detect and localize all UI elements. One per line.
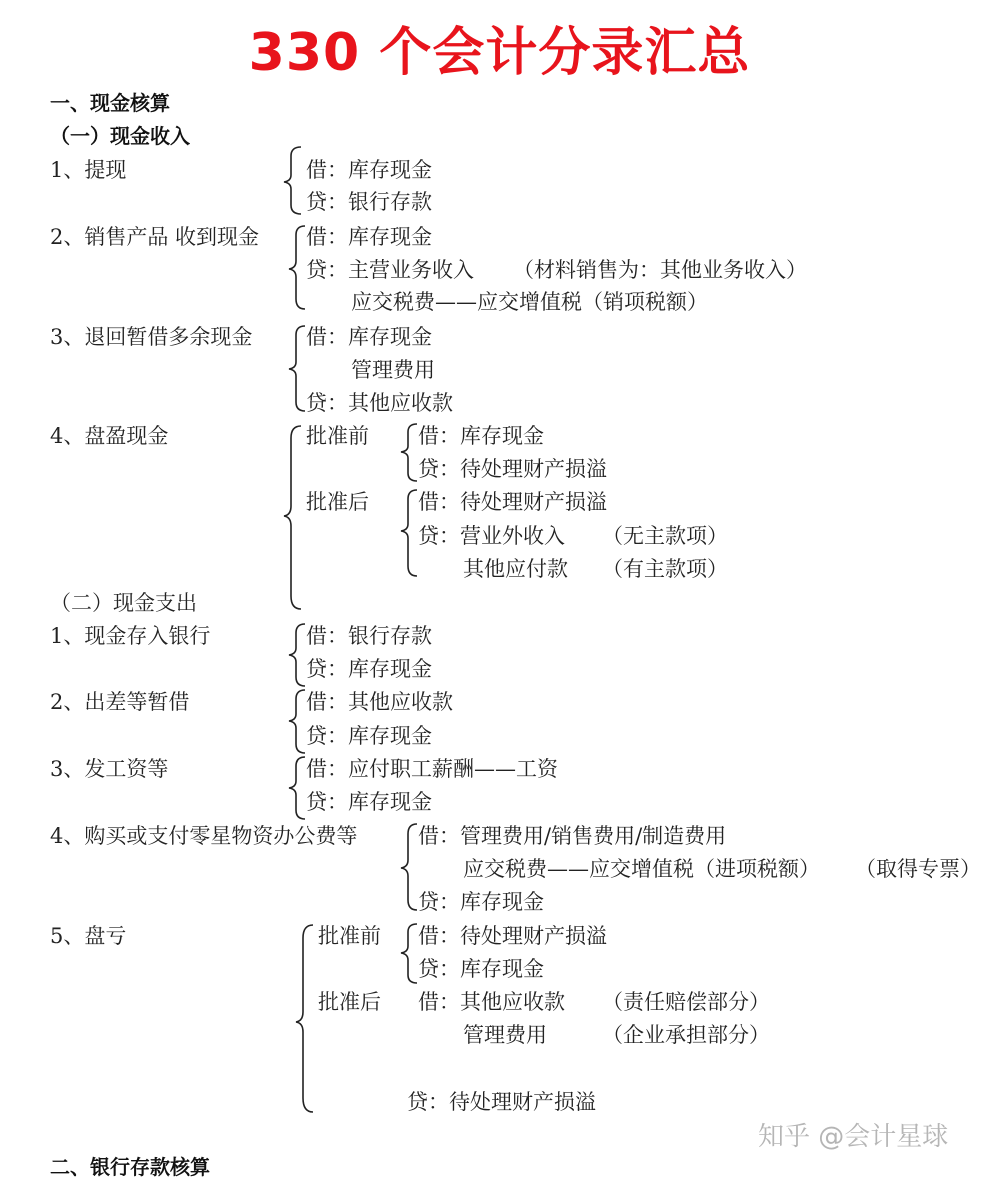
credit-line: 贷：库存现金 bbox=[306, 790, 432, 814]
subsection-heading-cash-income: （一）现金收入 bbox=[50, 124, 190, 148]
entry-label: 2、出差等暂借 bbox=[50, 690, 190, 714]
watermark: 知乎 @会计星球 bbox=[758, 1122, 949, 1152]
credit-line: 贷：营业外收入 bbox=[418, 524, 565, 548]
debit-line: 借：库存现金 bbox=[306, 158, 432, 182]
credit-line: 贷：主营业务收入 bbox=[306, 258, 474, 282]
debit-line: 借：其他应收款 bbox=[418, 990, 565, 1014]
approval-after-label: 批准后 bbox=[306, 490, 369, 514]
entry-label: 4、购买或支付零星物资办公费等 bbox=[50, 824, 358, 848]
entry-label: 1、现金存入银行 bbox=[50, 624, 211, 648]
debit-note: （责任赔偿部分） bbox=[602, 990, 770, 1014]
credit-note: （材料销售为：其他业务收入） bbox=[513, 258, 807, 282]
credit-line: 贷：银行存款 bbox=[306, 190, 432, 214]
credit-line: 贷：待处理财产损溢 bbox=[418, 457, 607, 481]
debit-line: 借：库存现金 bbox=[418, 424, 544, 448]
entry-label: 3、退回暂借多余现金 bbox=[50, 325, 253, 349]
debit-line: 借：管理费用/销售费用/制造费用 bbox=[418, 824, 727, 848]
credit-note: （无主款项） bbox=[602, 524, 728, 548]
credit-line: 贷：库存现金 bbox=[306, 657, 432, 681]
approval-after-label: 批准后 bbox=[318, 990, 381, 1014]
section-heading-cash: 一、现金核算 bbox=[50, 91, 170, 115]
credit-note: （有主款项） bbox=[602, 557, 728, 581]
credit-line: 贷：库存现金 bbox=[418, 957, 544, 981]
credit-line: 应交税费——应交增值税（销项税额） bbox=[351, 290, 708, 314]
debit-line: 管理费用 bbox=[463, 1023, 547, 1047]
entry-label: 1、提现 bbox=[50, 158, 127, 182]
debit-line: 借：待处理财产损溢 bbox=[418, 924, 607, 948]
entry-label: 5、盘亏 bbox=[50, 924, 127, 948]
credit-line: 贷：库存现金 bbox=[418, 890, 544, 914]
credit-line: 其他应付款 bbox=[463, 557, 568, 581]
debit-note: （企业承担部分） bbox=[602, 1023, 770, 1047]
debit-line: 管理费用 bbox=[351, 358, 435, 382]
debit-line: 应交税费——应交增值税（进项税额） bbox=[463, 857, 820, 881]
debit-line: 借：应付职工薪酬——工资 bbox=[306, 757, 558, 781]
credit-line: 贷：其他应收款 bbox=[306, 391, 453, 415]
page-title: 330 个会计分录汇总 bbox=[248, 23, 751, 83]
credit-line: 贷：待处理财产损溢 bbox=[407, 1090, 596, 1114]
subsection-heading-cash-expense: （二）现金支出 bbox=[50, 591, 197, 615]
section-heading-bank-deposit: 二、银行存款核算 bbox=[50, 1155, 210, 1179]
approval-before-label: 批准前 bbox=[306, 424, 369, 448]
entry-label: 4、盘盈现金 bbox=[50, 424, 169, 448]
approval-before-label: 批准前 bbox=[318, 924, 381, 948]
debit-line: 借：其他应收款 bbox=[306, 690, 453, 714]
debit-line: 借：库存现金 bbox=[306, 225, 432, 249]
entry-label: 2、销售产品 收到现金 bbox=[50, 225, 260, 249]
debit-line: 借：银行存款 bbox=[306, 624, 432, 648]
credit-line: 贷：库存现金 bbox=[306, 724, 432, 748]
debit-note: （取得专票） bbox=[855, 857, 981, 881]
entry-label: 3、发工资等 bbox=[50, 757, 169, 781]
debit-line: 借：库存现金 bbox=[306, 325, 432, 349]
debit-line: 借：待处理财产损溢 bbox=[418, 490, 607, 514]
